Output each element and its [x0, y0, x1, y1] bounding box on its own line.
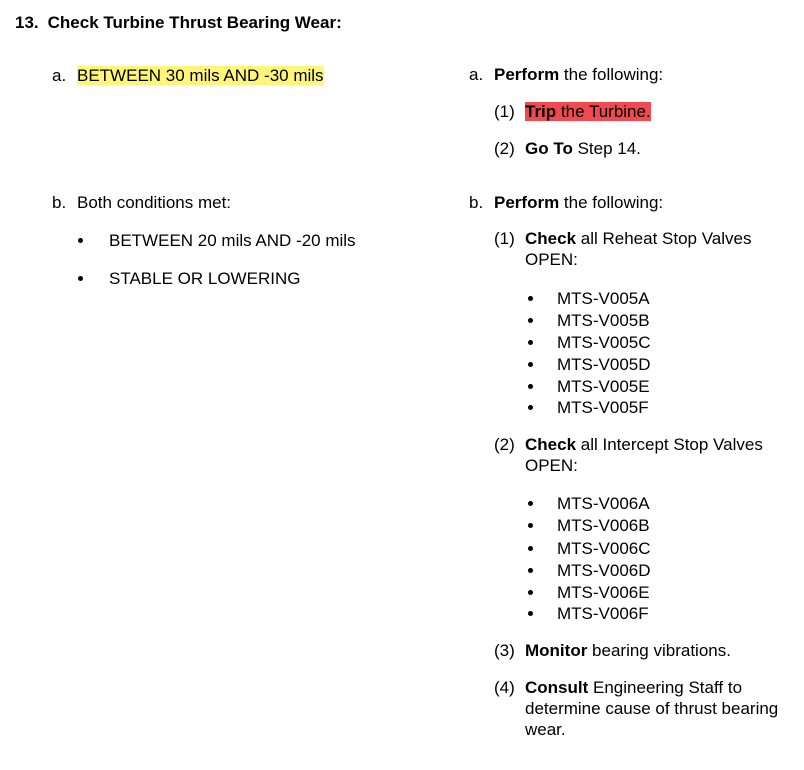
- right-b-item1-line2: OPEN:: [525, 250, 578, 269]
- right-b-item2-num: (2): [494, 435, 515, 454]
- valve-item: MTS-V005C: [557, 333, 651, 352]
- right-b-item4: [525, 677, 742, 698]
- right-a-letter: a.: [469, 65, 484, 84]
- right-b-action: [494, 192, 663, 213]
- bullet-icon: [528, 611, 533, 616]
- bullet-icon: [528, 384, 533, 389]
- right-b-item1-num: (1): [494, 229, 515, 248]
- valve-item: MTS-V006D: [557, 561, 651, 580]
- right-a-item2-verb: Go To: [525, 139, 573, 158]
- bullet-icon: [528, 405, 533, 410]
- right-a-item2-rest: Step 14.: [572, 139, 641, 158]
- right-a-item1-num: (1): [494, 102, 515, 121]
- bullet-icon: [78, 276, 83, 281]
- bullet-icon: [528, 340, 533, 345]
- right-b-item4-num: (4): [494, 678, 515, 697]
- step-heading: [15, 12, 342, 33]
- left-b-letter: b.: [52, 193, 67, 212]
- right-b-item2-rest: all Intercept Stop Valves: [576, 435, 763, 454]
- valve-item: MTS-V006E: [557, 583, 650, 602]
- bullet-icon: [528, 318, 533, 323]
- bullet-icon: [528, 546, 533, 551]
- right-b-item4-line2: determine cause of thrust bearing: [525, 699, 779, 718]
- step-title: Check Turbine Thrust Bearing Wear:: [47, 13, 342, 32]
- right-b-letter: b.: [469, 193, 484, 212]
- step-number: 13.: [15, 13, 39, 32]
- bullet-icon: [528, 362, 533, 367]
- valve-item: MTS-V006F: [557, 604, 649, 623]
- right-b-item3-verb: Monitor: [525, 641, 588, 660]
- right-a-item2: [525, 138, 641, 159]
- right-b-rest: the following:: [559, 193, 664, 212]
- left-b-condition: Both conditions met:: [77, 193, 232, 212]
- right-b-item3-num: (3): [494, 641, 515, 660]
- left-a-condition-text: BETWEEN 30 mils AND -30 mils: [77, 66, 324, 85]
- bullet-icon: [528, 590, 533, 595]
- right-a-rest: the following:: [559, 65, 664, 84]
- valve-item: MTS-V006C: [557, 539, 651, 558]
- right-b-verb: Perform: [494, 193, 560, 212]
- right-b-item4-rest: Engineering Staff to: [588, 678, 743, 697]
- right-b-item1: [525, 228, 752, 249]
- right-b-item3: [525, 640, 731, 661]
- left-b-bullet-item: BETWEEN 20 mils AND -20 mils: [109, 231, 356, 250]
- valve-item: MTS-V005B: [557, 311, 650, 330]
- right-a-verb: Perform: [494, 65, 560, 84]
- bullet-icon: [78, 238, 83, 243]
- bullet-icon: [528, 296, 533, 301]
- right-b-item4-verb: Consult: [525, 678, 589, 697]
- bullet-icon: [528, 523, 533, 528]
- left-b-bullet-item: STABLE OR LOWERING: [109, 269, 301, 288]
- right-b-item2-line2: OPEN:: [525, 456, 578, 475]
- left-a-condition: [77, 65, 324, 86]
- right-a-action: [494, 64, 663, 85]
- right-a-item1-verb: Trip: [525, 102, 557, 121]
- right-b-item1-verb: Check: [525, 229, 577, 248]
- valve-item: MTS-V005D: [557, 355, 651, 374]
- valve-item: MTS-V005E: [557, 377, 650, 396]
- right-a-item1: [525, 101, 651, 122]
- right-b-item4-line3: wear.: [525, 720, 566, 739]
- right-b-item2-verb: Check: [525, 435, 577, 454]
- valve-item: MTS-V005F: [557, 398, 649, 417]
- right-b-item3-rest: bearing vibrations.: [587, 641, 731, 660]
- valve-item: MTS-V006B: [557, 516, 650, 535]
- bullet-icon: [528, 501, 533, 506]
- left-a-letter: a.: [52, 66, 67, 85]
- right-b-item2: [525, 434, 763, 455]
- valve-item: MTS-V005A: [557, 289, 650, 308]
- right-a-item2-num: (2): [494, 139, 515, 158]
- right-a-item1-rest: the Turbine.: [556, 102, 651, 121]
- right-b-item1-rest: all Reheat Stop Valves: [576, 229, 752, 248]
- valve-item: MTS-V006A: [557, 494, 650, 513]
- bullet-icon: [528, 568, 533, 573]
